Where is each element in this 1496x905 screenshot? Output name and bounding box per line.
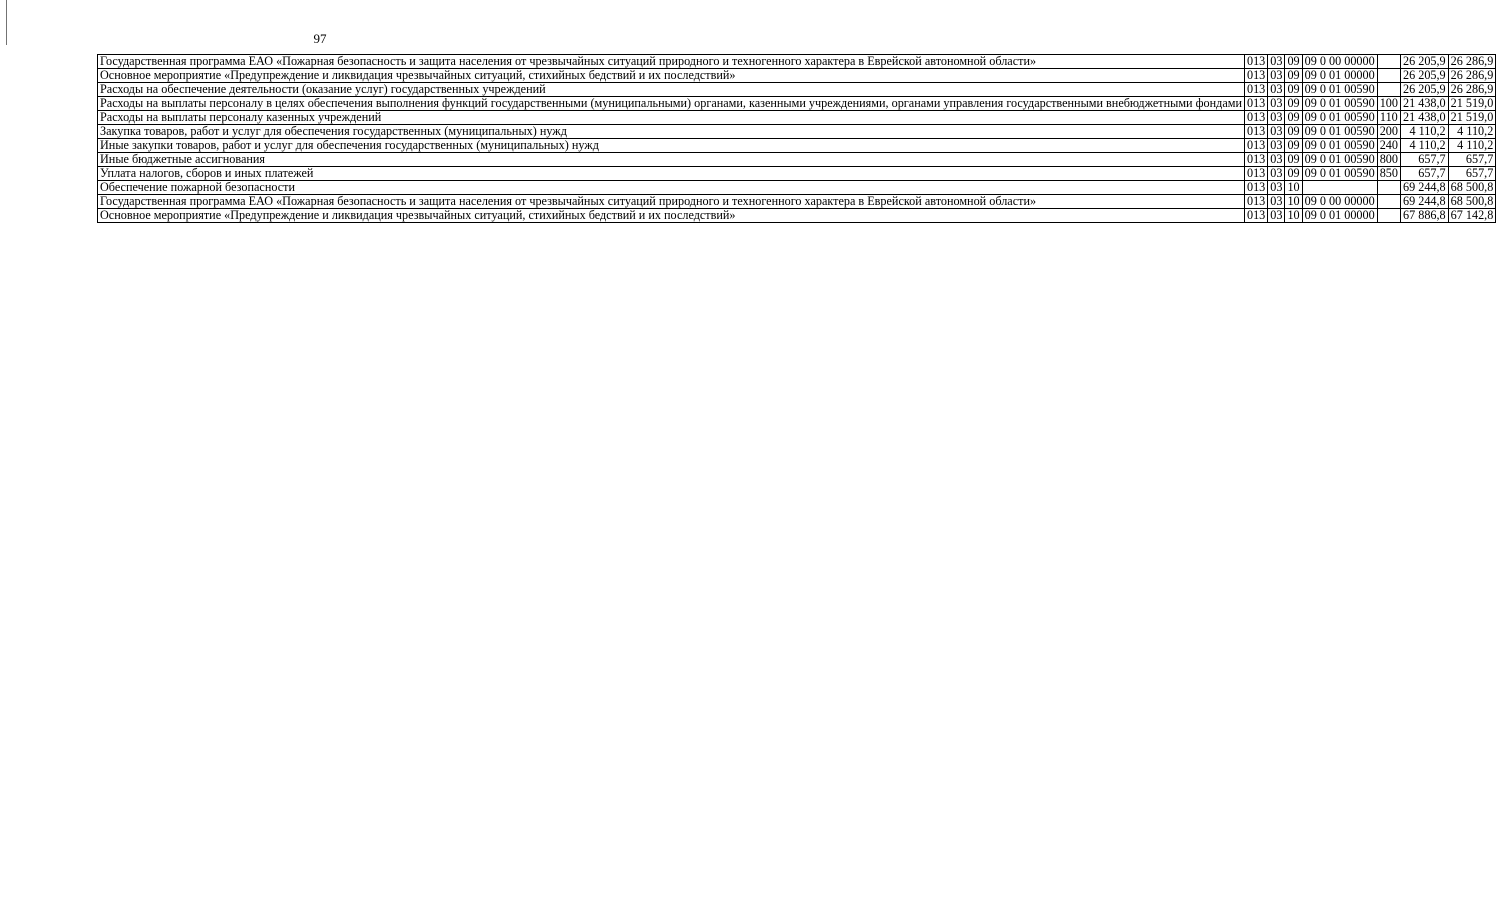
subsection-code: 09 [1285, 167, 1302, 181]
expense-type-code [1377, 181, 1400, 195]
expense-type-code [1377, 195, 1400, 209]
target-article-code: 09 0 01 00000 [1302, 69, 1377, 83]
amount-year-2: 26 286,9 [1448, 83, 1496, 97]
subsection-code: 10 [1285, 209, 1302, 223]
row-name: Иные закупки товаров, работ и услуг для обеспечения государственных (муниципальных) нужд [98, 139, 1245, 153]
amount-year-1: 67 886,8 [1400, 209, 1448, 223]
table-row [98, 153, 1496, 167]
row-name: Государственная программа ЕАО «Пожарная безопасность и защита населения от чрезвычайных ситуаций природного и техногенного характера в Еврейской автономной области» [98, 195, 1245, 209]
ministry-code: 013 [1244, 167, 1267, 181]
table-row [98, 83, 1496, 97]
table-row [98, 181, 1496, 195]
subsection-code: 09 [1285, 69, 1302, 83]
amount-year-2: 21 519,0 [1448, 97, 1496, 111]
row-name: Расходы на обеспечение деятельности (оказание услуг) государственных учреждений [98, 83, 1245, 97]
amount-year-1: 69 244,8 [1400, 195, 1448, 209]
subsection-code: 09 [1285, 97, 1302, 111]
ministry-code: 013 [1244, 97, 1267, 111]
ministry-code: 013 [1244, 209, 1267, 223]
section-code: 03 [1268, 111, 1285, 125]
table-row [98, 167, 1496, 181]
ministry-code: 013 [1244, 139, 1267, 153]
ministry-code: 013 [1244, 111, 1267, 125]
expense-type-code: 850 [1377, 167, 1400, 181]
amount-year-2: 657,7 [1448, 153, 1496, 167]
row-name: Государственная программа ЕАО «Пожарная безопасность и защита населения от чрезвычайных ситуаций природного и техногенного характера в Еврейской автономной области» [98, 55, 1245, 69]
target-article-code: 09 0 01 00590 [1302, 111, 1377, 125]
section-code: 03 [1268, 83, 1285, 97]
expense-type-code: 110 [1377, 111, 1400, 125]
table-row [98, 195, 1496, 209]
row-name: Иные бюджетные ассигнования [98, 153, 1245, 167]
subsection-code: 09 [1285, 153, 1302, 167]
amount-year-1: 26 205,9 [1400, 83, 1448, 97]
amount-year-1: 69 244,8 [1400, 181, 1448, 195]
row-name: Закупка товаров, работ и услуг для обеспечения государственных (муниципальных) нужд [98, 125, 1245, 139]
amount-year-2: 67 142,8 [1448, 209, 1496, 223]
amount-year-2: 21 519,0 [1448, 111, 1496, 125]
table-row [98, 125, 1496, 139]
amount-year-1: 4 110,2 [1400, 139, 1448, 153]
budget-table-body [98, 55, 1496, 223]
expense-type-code [1377, 69, 1400, 83]
subsection-code: 09 [1285, 125, 1302, 139]
ministry-code: 013 [1244, 69, 1267, 83]
section-code: 03 [1268, 125, 1285, 139]
subsection-code: 10 [1285, 195, 1302, 209]
target-article-code: 09 0 00 00000 [1302, 55, 1377, 69]
section-code: 03 [1268, 195, 1285, 209]
subsection-code: 09 [1285, 55, 1302, 69]
amount-year-2: 4 110,2 [1448, 125, 1496, 139]
expense-type-code [1377, 209, 1400, 223]
target-article-code: 09 0 01 00590 [1302, 83, 1377, 97]
row-name: Обеспечение пожарной безопасности [98, 181, 1245, 195]
expense-type-code: 200 [1377, 125, 1400, 139]
target-article-code: 09 0 01 00590 [1302, 153, 1377, 167]
section-code: 03 [1268, 69, 1285, 83]
target-article-code: 09 0 01 00590 [1302, 139, 1377, 153]
section-code: 03 [1268, 153, 1285, 167]
ministry-code: 013 [1244, 125, 1267, 139]
table-row [98, 209, 1496, 223]
target-article-code: 09 0 01 00000 [1302, 209, 1377, 223]
table-row [98, 97, 1496, 111]
target-article-code: 09 0 01 00590 [1302, 167, 1377, 181]
expense-type-code [1377, 83, 1400, 97]
table-row [98, 69, 1496, 83]
amount-year-2: 26 286,9 [1448, 69, 1496, 83]
expense-type-code: 100 [1377, 97, 1400, 111]
expense-type-code: 240 [1377, 139, 1400, 153]
row-name: Основное мероприятие «Предупреждение и ликвидация чрезвычайных ситуаций, стихийных бедствий и их последствий» [98, 209, 1245, 223]
amount-year-1: 26 205,9 [1400, 55, 1448, 69]
ministry-code: 013 [1244, 181, 1267, 195]
amount-year-1: 657,7 [1400, 167, 1448, 181]
section-code: 03 [1268, 139, 1285, 153]
budget-table [97, 54, 1496, 223]
section-code: 03 [1268, 167, 1285, 181]
amount-year-2: 4 110,2 [1448, 139, 1496, 153]
amount-year-1: 4 110,2 [1400, 125, 1448, 139]
row-name: Основное мероприятие «Предупреждение и ликвидация чрезвычайных ситуаций, стихийных бедствий и их последствий» [98, 69, 1245, 83]
table-row [98, 55, 1496, 69]
target-article-code: 09 0 00 00000 [1302, 195, 1377, 209]
ministry-code: 013 [1244, 153, 1267, 167]
subsection-code: 10 [1285, 181, 1302, 195]
row-name: Расходы на выплаты персоналу в целях обеспечения выполнения функций государственными (муниципальными) органами, казенными учреждениями, органами управления государственными внебюджетными фондами [98, 97, 1245, 111]
amount-year-1: 657,7 [1400, 153, 1448, 167]
row-name: Уплата налогов, сборов и иных платежей [98, 167, 1245, 181]
amount-year-2: 68 500,8 [1448, 195, 1496, 209]
target-article-code: 09 0 01 00590 [1302, 97, 1377, 111]
ministry-code: 013 [1244, 83, 1267, 97]
page-number: 97 [313, 31, 327, 46]
target-article-code: 09 0 01 00590 [1302, 125, 1377, 139]
ministry-code: 013 [1244, 55, 1267, 69]
amount-year-2: 26 286,9 [1448, 55, 1496, 69]
amount-year-2: 68 500,8 [1448, 181, 1496, 195]
expense-type-code [1377, 55, 1400, 69]
amount-year-1: 21 438,0 [1400, 111, 1448, 125]
section-code: 03 [1268, 209, 1285, 223]
row-name: Расходы на выплаты персоналу казенных учреждений [98, 111, 1245, 125]
expense-type-code: 800 [1377, 153, 1400, 167]
subsection-code: 09 [1285, 111, 1302, 125]
section-code: 03 [1268, 55, 1285, 69]
subsection-code: 09 [1285, 83, 1302, 97]
ministry-code: 013 [1244, 195, 1267, 209]
table-row [98, 111, 1496, 125]
target-article-code [1302, 181, 1377, 195]
table-row [98, 139, 1496, 153]
subsection-code: 09 [1285, 139, 1302, 153]
amount-year-2: 657,7 [1448, 167, 1496, 181]
amount-year-1: 26 205,9 [1400, 69, 1448, 83]
section-code: 03 [1268, 97, 1285, 111]
section-code: 03 [1268, 181, 1285, 195]
amount-year-1: 21 438,0 [1400, 97, 1448, 111]
